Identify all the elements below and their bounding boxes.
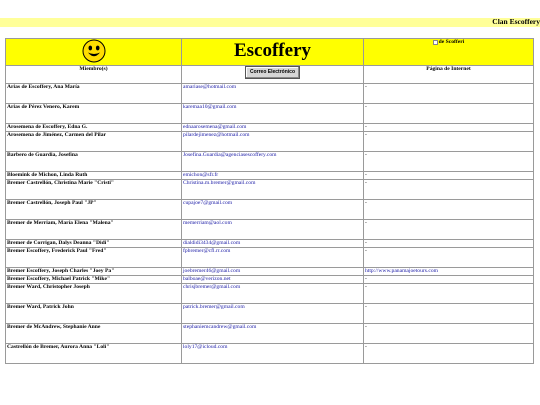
member-name: Bremer de Corrigan, Dalys Deanna "Didi" <box>6 240 182 248</box>
table-row <box>6 276 534 284</box>
broken-image-icon <box>433 40 438 45</box>
table-row <box>6 132 534 152</box>
member-email-link[interactable]: amariase@hotmail.com <box>183 84 237 90</box>
member-website-cell: - <box>364 344 534 364</box>
member-name: Bremer Ward, Christopher Joseph <box>6 284 182 304</box>
member-website-cell: - <box>364 248 534 268</box>
member-name: Castrellón de Bremer, Aurora Anna "Loli" <box>6 344 182 364</box>
member-email-cell <box>182 276 364 284</box>
member-website-cell: - <box>364 284 534 304</box>
table-row <box>6 152 534 172</box>
table-row <box>6 124 534 132</box>
column-header-row <box>6 66 534 84</box>
member-website-cell: - <box>364 240 534 248</box>
member-website-cell: - <box>364 124 534 132</box>
member-email-link[interactable]: memerriam@aol.com <box>183 220 232 226</box>
member-email-cell <box>182 84 364 104</box>
member-email-link[interactable]: patrick.bremer@gmail.com <box>183 304 245 310</box>
member-email-cell <box>182 248 364 268</box>
clan-banner-title: Clan Escoffery <box>492 18 540 26</box>
table-row <box>6 200 534 220</box>
email-button[interactable]: Correo Electrónico <box>245 66 300 79</box>
member-email-link[interactable]: chrisjbremer@gmail.com <box>183 284 241 290</box>
member-name: Bremer Ward, Patrick John <box>6 304 182 324</box>
brand-cell <box>182 39 364 66</box>
clan-banner <box>0 18 540 27</box>
member-name: Arosemena de Escoffery, Edna G. <box>6 124 182 132</box>
member-email-link[interactable]: balboae@verizon.net <box>183 276 231 282</box>
member-website-cell <box>364 268 534 276</box>
member-email-link[interactable]: karemaa10@gmail.com <box>183 104 237 110</box>
member-email-cell <box>182 200 364 220</box>
member-website-cell: - <box>364 172 534 180</box>
member-email-cell <box>182 304 364 324</box>
member-email-link[interactable]: Christina.m.bremer@gmail.com <box>183 180 256 186</box>
table-row <box>6 180 534 200</box>
members-table <box>5 38 534 364</box>
member-email-cell <box>182 152 364 172</box>
member-name: Arosemena de Jiménez, Carmen del Pilar <box>6 132 182 152</box>
table-row <box>6 304 534 324</box>
member-email-cell <box>182 240 364 248</box>
member-name: Bremer Escoffery, Michael Patrick "Mike" <box>6 276 182 284</box>
brand-title: Escoffery <box>233 40 312 61</box>
member-email-cell <box>182 172 364 180</box>
member-website-cell: - <box>364 180 534 200</box>
member-email-cell <box>182 268 364 276</box>
member-email-cell <box>182 284 364 304</box>
member-email-link[interactable]: ednaarosemena@gmail.com <box>183 124 247 130</box>
member-website-cell: - <box>364 276 534 284</box>
member-email-cell <box>182 104 364 124</box>
member-website-cell: - <box>364 132 534 152</box>
table-row <box>6 104 534 124</box>
logo-alt-text: de Scofferi <box>438 39 465 45</box>
table-row <box>6 324 534 344</box>
column-header-member: Miembro(s) <box>6 66 182 84</box>
member-email-cell <box>182 344 364 364</box>
member-name: Bremer Escoffery, Joseph Charles "Joey Pa" <box>6 268 182 276</box>
member-name: Bremer Castrellón, Christina Marie "Cristi" <box>6 180 182 200</box>
table-row <box>6 344 534 364</box>
member-email-link[interactable]: loly17@icloud.com <box>183 344 228 350</box>
member-name: Bremer Castrellón, Joseph Paul "JP" <box>6 200 182 220</box>
member-name: Arias de Pérez Venero, Karem <box>6 104 182 124</box>
table-row <box>6 284 534 304</box>
table-row <box>6 248 534 268</box>
header-row <box>6 39 534 66</box>
member-email-link[interactable]: Josefina.Guardia@agenciasescoffery.com <box>183 152 277 158</box>
email-button-cell <box>182 66 364 84</box>
table-row <box>6 268 534 276</box>
member-name: Barbero de Guardia, Josefina <box>6 152 182 172</box>
member-email-link[interactable]: fpbremer@cfl.rr.com <box>183 248 231 254</box>
member-email-cell <box>182 324 364 344</box>
table-row <box>6 240 534 248</box>
member-name: Bloemink de Michon, Linda Ruth <box>6 172 182 180</box>
column-header-website: Página de Internet <box>364 66 534 84</box>
smiley-cell <box>6 39 182 66</box>
table-row <box>6 84 534 104</box>
member-email-cell <box>182 132 364 152</box>
table-row <box>6 220 534 240</box>
member-name: Bremer de McAndrew, Stephanie Anne <box>6 324 182 344</box>
member-name: Arias de Escoffery, Ana María <box>6 84 182 104</box>
member-website-cell: - <box>364 200 534 220</box>
member-email-link[interactable]: dialdidi3434@gmail.com <box>183 240 241 246</box>
member-name: Bremer Escoffery, Frederick Paul "Fred" <box>6 248 182 268</box>
member-email-link[interactable]: pilardejimenez@hotmail.com <box>183 132 250 138</box>
logo-cell <box>364 39 534 66</box>
member-name: Bremer de Merriam, María Elena "Malena" <box>6 220 182 240</box>
smiley-face-icon <box>82 39 106 63</box>
member-website-cell: - <box>364 220 534 240</box>
member-website-link[interactable]: http://www.panamajoetours.com <box>365 268 438 274</box>
member-website-cell: - <box>364 324 534 344</box>
table-row <box>6 172 534 180</box>
member-email-link[interactable]: emichon@sfr.fr <box>183 172 219 178</box>
member-website-cell: - <box>364 152 534 172</box>
member-website-cell: - <box>364 84 534 104</box>
member-email-cell <box>182 220 364 240</box>
logo-image <box>433 39 465 46</box>
member-email-link[interactable]: joebremer46@gmail.com <box>183 268 241 274</box>
member-email-cell <box>182 124 364 132</box>
member-website-cell: - <box>364 304 534 324</box>
member-website-cell: - <box>364 104 534 124</box>
member-email-link[interactable]: stephaniemcandrew@gmail.com <box>183 324 257 330</box>
member-email-cell <box>182 180 364 200</box>
member-email-link[interactable]: cupajoe7@gmail.com <box>183 200 233 206</box>
